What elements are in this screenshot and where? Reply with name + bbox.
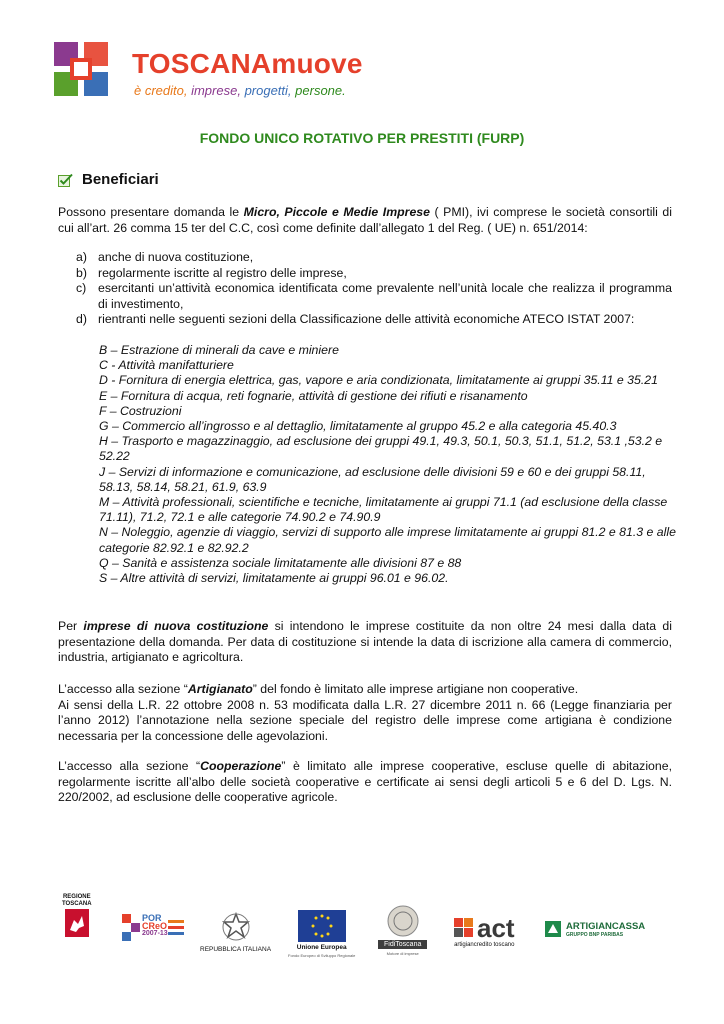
list-item-text: anche di nuova costituzione, — [98, 250, 254, 264]
ateco-item: B – Estrazione di minerali da cave e miniere — [99, 343, 339, 357]
cooperazione-before: L’accesso alla sezione “ — [58, 759, 201, 773]
act-mark: act — [477, 913, 515, 943]
act-caption: artigiancredito toscano — [454, 942, 515, 948]
repubblica-caption: REPUBBLICA ITALIANA — [200, 946, 272, 953]
por-creo-line2: CReO — [142, 921, 168, 931]
ateco-item: E – Fornitura di acqua, reti fognarie, attività di gestione dei rifiuti e risanamento — [99, 388, 528, 403]
new-firms-paragraph — [58, 619, 672, 666]
regione-line1: REGIONE — [62, 894, 91, 900]
ateco-item: S – Altre attività di servizi, limitatamente ai gruppi 96.01 e 96.02. — [99, 571, 449, 586]
cooperazione-after: ” è limitato alle imprese cooperative, escluse quelle di abitazione, regolarmente iscritte all’albo delle società cooperative e certificate ai sensi degli articoli 5 e 6 del D. Lgs. N. 220/2002, ad esclusione delle cooperative agricole. — [58, 759, 672, 805]
tagline-part: imprese, — [191, 83, 245, 98]
artigiancassa-name: ARTIGIANCASSA — [566, 920, 646, 932]
unione-europea-logo — [288, 910, 355, 958]
artigiancredito-logo — [454, 913, 515, 948]
list-item-text: esercitanti un’attività economica identificata come prevalente nell’unità locale che realizza il programma di investimento, — [98, 281, 672, 311]
conditions-list — [58, 250, 672, 328]
cooperazione-paragraph — [58, 759, 672, 806]
ateco-item: Q – Sanità e assistenza sociale limitatamente alle divisioni 87 e 88 — [99, 555, 462, 570]
regione-toscana-logo — [62, 894, 92, 938]
list-item — [58, 266, 672, 282]
list-item-text: rientranti nelle seguenti sezioni della Classificazione delle attività economiche ATECO ISTAT 2007: — [98, 312, 635, 327]
intro-paragraph — [58, 205, 672, 236]
list-item-label: a) — [76, 250, 87, 264]
eu-flag-icon — [298, 910, 346, 942]
document-title: FONDO UNICO ROTATIVO PER PRESTITI (FURP) — [199, 130, 525, 146]
pegasus-icon — [64, 908, 90, 938]
emblem-icon — [219, 912, 253, 944]
regione-line2: TOSCANA — [62, 901, 92, 907]
list-item-label: d) — [76, 312, 87, 327]
por-creo-line1: POR — [142, 913, 162, 923]
logo-squares-icon — [52, 40, 112, 100]
new-firms-before: Per — [58, 619, 84, 633]
brand-name-part1: TOSCANA — [132, 48, 272, 79]
coin-icon — [383, 904, 423, 938]
checkbox-check-icon — [58, 173, 74, 187]
artigianato-before: L’accesso alla sezione “ — [58, 682, 188, 696]
por-creo-line3: 2007-13 — [142, 930, 168, 937]
ateco-item: G – Commercio all’ingrosso e al dettaglio, limitatamente al gruppo 45.2 e alla categoria 45.40.3 — [99, 419, 617, 434]
section-heading — [58, 171, 159, 188]
por-creo-logo — [120, 910, 190, 958]
list-item — [58, 250, 672, 266]
intro-after: ( PMI), ivi comprese le società consortili di cui all’art. 26 comma 15 ter del C.C, così come definite dall’allegato 1 del Reg. ( UE) n. 651/2014: — [58, 205, 672, 235]
brand-tagline — [134, 83, 346, 98]
fidi-caption: FidiToscana — [378, 940, 427, 949]
artigianato-after: ” del fondo è limitato alle imprese artigiane non cooperative. — [252, 682, 579, 696]
repubblica-italiana-logo — [200, 912, 271, 953]
intro-bold: Micro, Piccole e Medie Imprese — [243, 205, 430, 219]
ateco-item: F – Costruzioni — [99, 403, 182, 418]
new-firms-bold: imprese di nuova costituzione — [83, 619, 269, 633]
intro-before: Possono presentare domanda le — [58, 205, 244, 219]
list-item — [58, 281, 672, 312]
list-item-text: regolarmente iscritte al registro delle imprese, — [98, 265, 347, 280]
ateco-item: D - Fornitura di energia elettrica, gas, vapore e aria condizionata, limitatamente ai gruppi 35.11 e 35.21 — [99, 373, 658, 388]
ateco-item: H – Trasporto e magazzinaggio, ad esclusione dei gruppi 49.1, 49.3, 50.1, 50.3, 51.1, 51.2, 53.1 ,53.2 e 52.22 — [99, 434, 663, 464]
ue-caption: Unione Europea — [296, 944, 347, 951]
artigianato-paragraph — [58, 682, 672, 744]
artigiancassa-sub: GRUPPO BNP PARIBAS — [566, 931, 624, 938]
act-squares-icon — [454, 918, 474, 938]
tagline-part: progetti, — [244, 83, 296, 98]
ateco-list — [99, 343, 679, 586]
artigiancassa-mark-icon — [544, 920, 562, 938]
ateco-item: N – Noleggio, agenzie di viaggio, servizi di supporto alle imprese limitatamente ai gruppi 81.2 e 81.3 e alle categorie 82.92.1 e 82.92.2 — [99, 525, 676, 555]
ateco-item: M – Attività professionali, scientifiche e tecniche, limitatamente ai gruppi 71.1 (ad esclusione della classe 71.11), 71.2, 72.1 e alle categorie 74.90.2 e 74.90.9 — [99, 495, 668, 525]
tagline-part: persone. — [295, 83, 346, 98]
toscanamuove-logo — [52, 40, 392, 104]
list-item — [58, 312, 672, 328]
section-heading-text: Beneficiari — [82, 171, 159, 188]
artigiancassa-logo — [544, 920, 645, 938]
list-item-label: b) — [76, 265, 87, 280]
brand-name-part2: muove — [271, 48, 363, 79]
tagline-part: è credito, — [134, 83, 192, 98]
brand-name — [132, 48, 363, 80]
fiditoscana-logo — [378, 904, 427, 956]
ue-subcaption: Fondo Europeo di Sviluppo Regionale — [288, 953, 356, 958]
list-item-label: c) — [76, 281, 87, 296]
new-firms-after: si intendono le imprese costituite da non oltre 24 mesi dalla data di presentazione della domanda. Per data di costituzione si intende la data di iscrizione alla camera di commercio, industria, artigianato e agricoltura. — [58, 619, 672, 665]
fidi-subcaption: Motore di imprese — [386, 951, 419, 956]
footer-logos — [52, 880, 672, 960]
artigianato-bold: Artigianato — [187, 682, 253, 696]
ateco-item: C - Attività manifatturiere — [99, 358, 234, 373]
cooperazione-bold: Cooperazione — [200, 759, 282, 773]
artigianato-line2: Ai sensi della L.R. 22 ottobre 2008 n. 53 modificata dalla L.R. 27 dicembre 2011 n. 66 (Legge finanziaria per l’anno 2012) l’annotazione nella sezione speciale del registro delle imprese come artigiana è condizione necessaria per la concessione delle agevolazioni. — [58, 697, 672, 743]
ateco-item: J – Servizi di informazione e comunicazione, ad esclusione delle divisioni 59 e 60 e dei gruppi 58.11, 58.13, 58.14, 58.21, 61.9, 63.9 — [99, 464, 646, 494]
